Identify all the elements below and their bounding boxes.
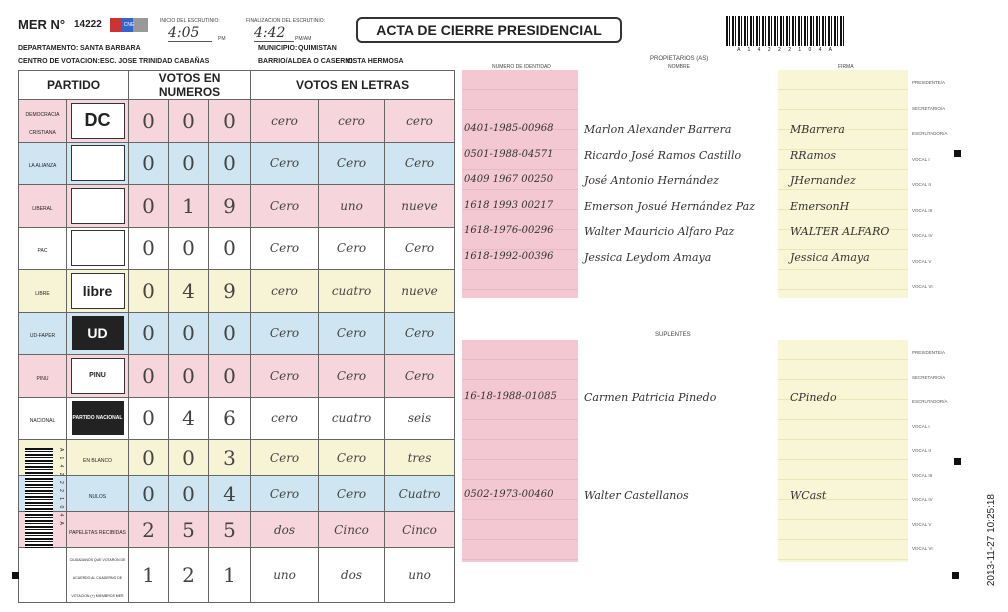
- member-signature: CPinedo: [790, 391, 837, 404]
- fin-label: FINALIZACION DEL ESCRUTINIO:: [246, 18, 325, 24]
- vote-row: [19, 355, 455, 398]
- vote-row: [19, 185, 455, 228]
- vote-word: Cero: [385, 312, 455, 355]
- municipio-label: MUNICIPIO:: [258, 45, 298, 52]
- vote-word: cuatro: [319, 397, 385, 440]
- party-name: LIBRE: [19, 270, 67, 313]
- inicio-time: 4:05: [168, 25, 212, 42]
- vote-word: Cero: [319, 476, 385, 512]
- member-signature: WALTER ALFARO: [790, 225, 890, 238]
- vote-number: 0: [209, 142, 251, 185]
- firma-column-suplentes: [778, 340, 908, 562]
- member-name: Carmen Patricia Pinedo: [584, 391, 717, 404]
- vote-number: 4: [209, 476, 251, 512]
- vote-number: 0: [169, 312, 209, 355]
- vote-number: 4: [169, 397, 209, 440]
- member-role: PRESIDENTE/A: [912, 350, 946, 355]
- row-label: PAPELETAS RECIBIDAS: [67, 512, 129, 548]
- vote-row: [19, 100, 455, 143]
- vote-word: uno: [385, 548, 455, 603]
- member-role: SECRETARIO/A: [912, 105, 946, 111]
- vote-word: uno: [319, 185, 385, 228]
- mer-label: MER N°: [18, 17, 66, 32]
- vote-word: Cero: [251, 227, 319, 270]
- member-id: 0502-1973-00460: [464, 489, 554, 500]
- document-title: ACTA DE CIERRE PRESIDENCIAL: [356, 17, 622, 43]
- vote-word: nueve: [385, 185, 455, 228]
- vote-row: [19, 548, 455, 603]
- vote-number: 0: [209, 355, 251, 398]
- party-name: LIBERAL: [19, 185, 67, 228]
- member-name: Walter Castellanos: [584, 489, 689, 502]
- member-role: VOCAL II: [912, 448, 931, 453]
- vote-number: 2: [129, 512, 169, 548]
- vote-word: Cero: [385, 142, 455, 185]
- vote-number: 0: [169, 100, 209, 143]
- member-role: VOCAL I: [912, 156, 930, 162]
- vote-word: Cinco: [319, 512, 385, 548]
- vote-row: [19, 397, 455, 440]
- vote-number: 0: [129, 270, 169, 313]
- propietarios-label: PROPIETARIOS (AS): [650, 56, 709, 62]
- centro-value: ESC. JOSE TRINIDAD CABAÑAS: [100, 58, 210, 65]
- col-partido: PARTIDO: [19, 71, 129, 100]
- vote-word: tres: [385, 440, 455, 476]
- member-id: 0501-1988-04571: [464, 148, 554, 160]
- registration-mark: [954, 458, 961, 465]
- member-signature: MBarrera: [790, 123, 845, 136]
- member-id: 1618 1993 00217: [464, 199, 554, 211]
- registration-mark: [12, 572, 19, 579]
- vote-row: [19, 476, 455, 512]
- member-id: 1618-1992-00396: [464, 250, 554, 262]
- member-id: 1618-1976-00296: [464, 225, 554, 236]
- vote-word: uno: [251, 548, 319, 603]
- mer-number: 14222: [74, 19, 102, 30]
- party-name: UD-FAPER: [19, 312, 67, 355]
- firma-label: FIRMA: [838, 64, 854, 70]
- barrio-label: BARRIO/ALDEA O CASERIO:: [258, 58, 355, 65]
- vote-number: 0: [129, 142, 169, 185]
- registration-mark: [954, 150, 961, 157]
- party-logo: PINU: [67, 355, 129, 398]
- vote-word: cero: [385, 100, 455, 143]
- vote-row: [19, 312, 455, 355]
- member-role: VOCAL I: [912, 423, 930, 429]
- member-id: 0409 1967 00250: [464, 174, 554, 185]
- member-name: Walter Mauricio Alfaro Paz: [584, 225, 735, 238]
- vote-number: 0: [129, 312, 169, 355]
- vote-word: Cero: [319, 440, 385, 476]
- vote-word: cero: [251, 397, 319, 440]
- fin-time: 4:42: [254, 25, 294, 42]
- member-name: Marlon Alexander Barrera: [584, 123, 732, 136]
- top-barcode-text: A 1 4 2 2 2 1 0 4 A: [737, 47, 835, 53]
- vote-word: nueve: [385, 270, 455, 313]
- vote-word: Cero: [385, 355, 455, 398]
- inicio-ampm: PM: [218, 36, 226, 42]
- col-letras: VOTOS EN LETRAS: [251, 71, 455, 100]
- member-role: VOCAL VI: [912, 546, 933, 551]
- id-column-suplentes: [462, 340, 578, 562]
- vote-number: 0: [129, 476, 169, 512]
- member-id: 16-18-1988-01085: [464, 391, 557, 402]
- departamento-label: DEPARTAMENTO:: [18, 45, 79, 52]
- vote-row: [19, 270, 455, 313]
- municipio-value: QUIMISTAN: [298, 45, 337, 52]
- vote-number: 4: [169, 270, 209, 313]
- centro-label: CENTRO DE VOTACION:: [18, 58, 100, 65]
- member-role: VOCAL III: [912, 207, 933, 213]
- vote-number: 0: [169, 440, 209, 476]
- vote-row: [19, 142, 455, 185]
- col-numeros: VOTOS EN NUMEROS: [129, 71, 251, 100]
- member-role: VOCAL IV: [912, 233, 933, 238]
- member-role: VOCAL III: [912, 472, 933, 478]
- member-role: PRESIDENTE/A: [912, 80, 946, 85]
- vote-number: 0: [169, 142, 209, 185]
- top-barcode: [726, 16, 846, 46]
- barrio-value: VISTA HERMOSA: [346, 58, 404, 65]
- member-name: Emerson Josué Hernández Paz: [584, 199, 756, 213]
- vote-number: 1: [129, 548, 169, 603]
- departamento-value: SANTA BARBARA: [80, 45, 141, 52]
- party-name: PINU: [19, 355, 67, 398]
- vote-word: dos: [319, 548, 385, 603]
- vote-number: 2: [169, 548, 209, 603]
- vote-number: 0: [129, 397, 169, 440]
- member-signature: WCast: [790, 489, 827, 502]
- party-name: DEMOCRACIA CRISTIANA: [19, 100, 67, 143]
- member-signature: RRamos: [790, 148, 837, 162]
- party-logo: PARTIDO NACIONAL: [67, 397, 129, 440]
- vote-word: cero: [251, 270, 319, 313]
- side-barcode-text: A 1 4 2 2 2 1 0 4 A: [58, 448, 64, 527]
- registration-mark: [952, 572, 959, 579]
- vote-word: Cero: [251, 142, 319, 185]
- vote-word: Cuatro: [385, 476, 455, 512]
- cne-logo: CNE: [110, 18, 148, 32]
- row-label: EN BLANCO: [67, 440, 129, 476]
- member-role: ESCRUTADOR/A: [912, 399, 948, 404]
- id-label: NUMERO DE IDENTIDAD: [492, 64, 551, 70]
- vote-number: 6: [209, 397, 251, 440]
- vote-word: dos: [251, 512, 319, 548]
- party-name: PAC: [19, 227, 67, 270]
- suplentes-label: SUPLENTES: [655, 332, 691, 338]
- vote-number: 0: [169, 355, 209, 398]
- member-signature: JHernandez: [790, 174, 856, 187]
- vote-number: 9: [209, 270, 251, 313]
- member-role: VOCAL V: [912, 521, 932, 527]
- member-id: 0401-1985-00968: [464, 123, 554, 134]
- party-logo: libre: [67, 270, 129, 313]
- vote-row: [19, 440, 455, 476]
- member-signature: Jessica Amaya: [790, 250, 870, 264]
- vote-number: 0: [209, 100, 251, 143]
- member-signature: EmersonH: [790, 199, 850, 213]
- votes-table: [18, 70, 455, 603]
- member-name: José Antonio Hernández: [584, 174, 719, 187]
- party-name: NACIONAL: [19, 397, 67, 440]
- member-role: VOCAL II: [912, 182, 931, 187]
- vote-word: cuatro: [319, 270, 385, 313]
- vote-word: Cero: [319, 227, 385, 270]
- member-role: VOCAL V: [912, 258, 932, 264]
- vote-number: 9: [209, 185, 251, 228]
- vote-number: 0: [169, 227, 209, 270]
- vote-word: Cero: [385, 227, 455, 270]
- vote-number: 0: [209, 227, 251, 270]
- vote-number: 0: [129, 355, 169, 398]
- party-logo: [67, 227, 129, 270]
- vote-number: 0: [129, 440, 169, 476]
- member-name: Ricardo José Ramos Castillo: [584, 148, 742, 162]
- member-name: Jessica Leydom Amaya: [584, 250, 712, 264]
- vote-word: Cinco: [385, 512, 455, 548]
- vote-number: 0: [169, 476, 209, 512]
- party-logo: [67, 185, 129, 228]
- vote-word: Cero: [251, 312, 319, 355]
- vote-number: 1: [169, 185, 209, 228]
- nombre-label: NOMBRE: [668, 64, 690, 70]
- vote-number: 0: [209, 312, 251, 355]
- vote-word: seis: [385, 397, 455, 440]
- vote-word: Cero: [251, 355, 319, 398]
- party-logo: DC: [67, 100, 129, 143]
- vote-number: 0: [129, 100, 169, 143]
- member-role: VOCAL VI: [912, 284, 933, 289]
- vote-number: 0: [129, 227, 169, 270]
- vote-word: Cero: [319, 312, 385, 355]
- vote-word: Cero: [319, 355, 385, 398]
- party-name: LA ALIANZA: [19, 142, 67, 185]
- vote-word: cero: [319, 100, 385, 143]
- vote-word: Cero: [251, 185, 319, 228]
- vote-row: [19, 512, 455, 548]
- row-label: NULOS: [67, 476, 129, 512]
- scan-timestamp: 2013-11-27 10:25:18: [986, 494, 997, 587]
- vote-number: 0: [129, 185, 169, 228]
- vote-word: Cero: [319, 142, 385, 185]
- fin-ampm: PM/AM: [295, 36, 312, 42]
- vote-word: Cero: [251, 440, 319, 476]
- member-role: SECRETARIO/A: [912, 374, 946, 380]
- vote-word: Cero: [251, 476, 319, 512]
- side-barcode: [25, 448, 53, 548]
- vote-number: 5: [169, 512, 209, 548]
- party-logo: [67, 142, 129, 185]
- member-role: ESCRUTADOR/A: [912, 131, 948, 136]
- vote-row: [19, 227, 455, 270]
- member-role: VOCAL IV: [912, 497, 933, 502]
- vote-number: 1: [209, 548, 251, 603]
- row-label: CIUDADANOS QUE VOTARON DE ACUERDO AL CUADERNO DE VOTACION (+) MIEMBROS MER: [67, 548, 129, 603]
- vote-number: 5: [209, 512, 251, 548]
- vote-number: 3: [209, 440, 251, 476]
- inicio-label: INICIO DEL ESCRUTINIO:: [160, 18, 220, 24]
- vote-word: cero: [251, 100, 319, 143]
- party-logo: UD: [67, 312, 129, 355]
